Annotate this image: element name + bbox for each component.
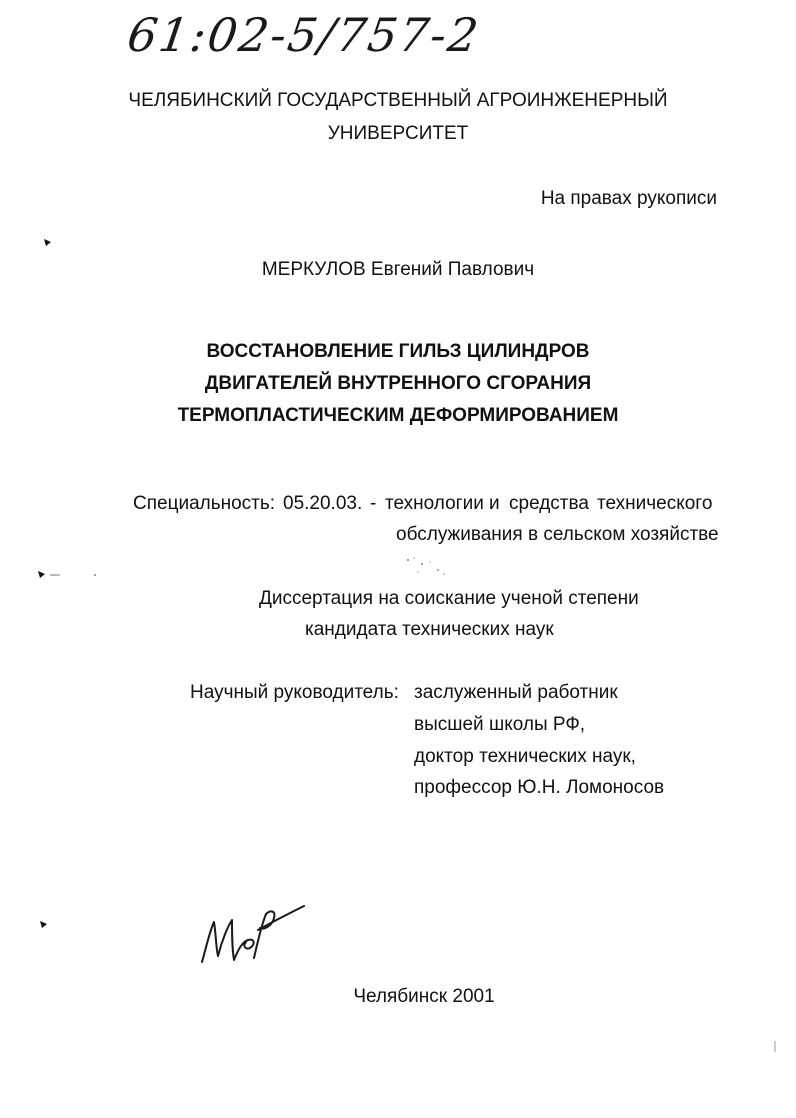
supervisor-line2: высшей школы РФ, bbox=[414, 714, 586, 735]
specialty-word-4: технического bbox=[597, 493, 713, 514]
specialty-word-1: технологии bbox=[385, 493, 484, 514]
scan-speckles bbox=[400, 550, 460, 582]
supervisor-line3: доктор технических наук, bbox=[414, 746, 636, 767]
institution-name-line2: УНИВЕРСИТЕТ bbox=[327, 123, 469, 144]
specialty-line2: обслуживания в сельском хозяйстве bbox=[396, 524, 719, 545]
handwritten-signature bbox=[196, 900, 308, 970]
degree-line2: кандидата технических наук bbox=[305, 619, 554, 640]
supervisor-label: Научный руководитель: bbox=[190, 682, 399, 703]
specialty-word-3: средства bbox=[509, 493, 589, 514]
dissertation-title-line1: ВОССТАНОВЛЕНИЕ ГИЛЬЗ ЦИЛИНДРОВ bbox=[206, 341, 590, 362]
supervisor-line4: профессор Ю.Н. Ломоносов bbox=[414, 777, 665, 798]
dissertation-title-line2: ДВИГАТЕЛЕЙ ВНУТРЕННОГО СГОРАНИЯ bbox=[204, 373, 592, 394]
punch-mark-top bbox=[42, 236, 54, 248]
dissertation-title-line3: ТЕРМОПЛАСТИЧЕСКИМ ДЕФОРМИРОВАНИЕМ bbox=[177, 405, 619, 426]
degree-line1: Диссертация на соискание ученой степени bbox=[259, 588, 639, 609]
handwritten-archive-code: 61:02-5/757-2 bbox=[124, 8, 484, 62]
rights-note: На правах рукописи bbox=[540, 188, 717, 209]
author-name: МЕРКУЛОВ Евгений Павлович bbox=[261, 259, 535, 280]
city-year: Челябинск 2001 bbox=[353, 986, 495, 1007]
scan-artifact-corner bbox=[770, 1040, 780, 1054]
specialty-word-2: и bbox=[489, 493, 500, 514]
specialty-dash: - bbox=[370, 493, 377, 514]
institution-name-line1: ЧЕЛЯБИНСКИЙ ГОСУДАРСТВЕННЫЙ АГРОИНЖЕНЕРНЫЙ bbox=[128, 90, 668, 111]
punch-mark-middle bbox=[36, 568, 96, 582]
punch-mark-bottom bbox=[38, 918, 50, 930]
supervisor-line1: заслуженный работник bbox=[414, 682, 618, 703]
specialty-code: 05.20.03. bbox=[283, 493, 363, 514]
specialty-label: Специальность: bbox=[133, 493, 276, 514]
